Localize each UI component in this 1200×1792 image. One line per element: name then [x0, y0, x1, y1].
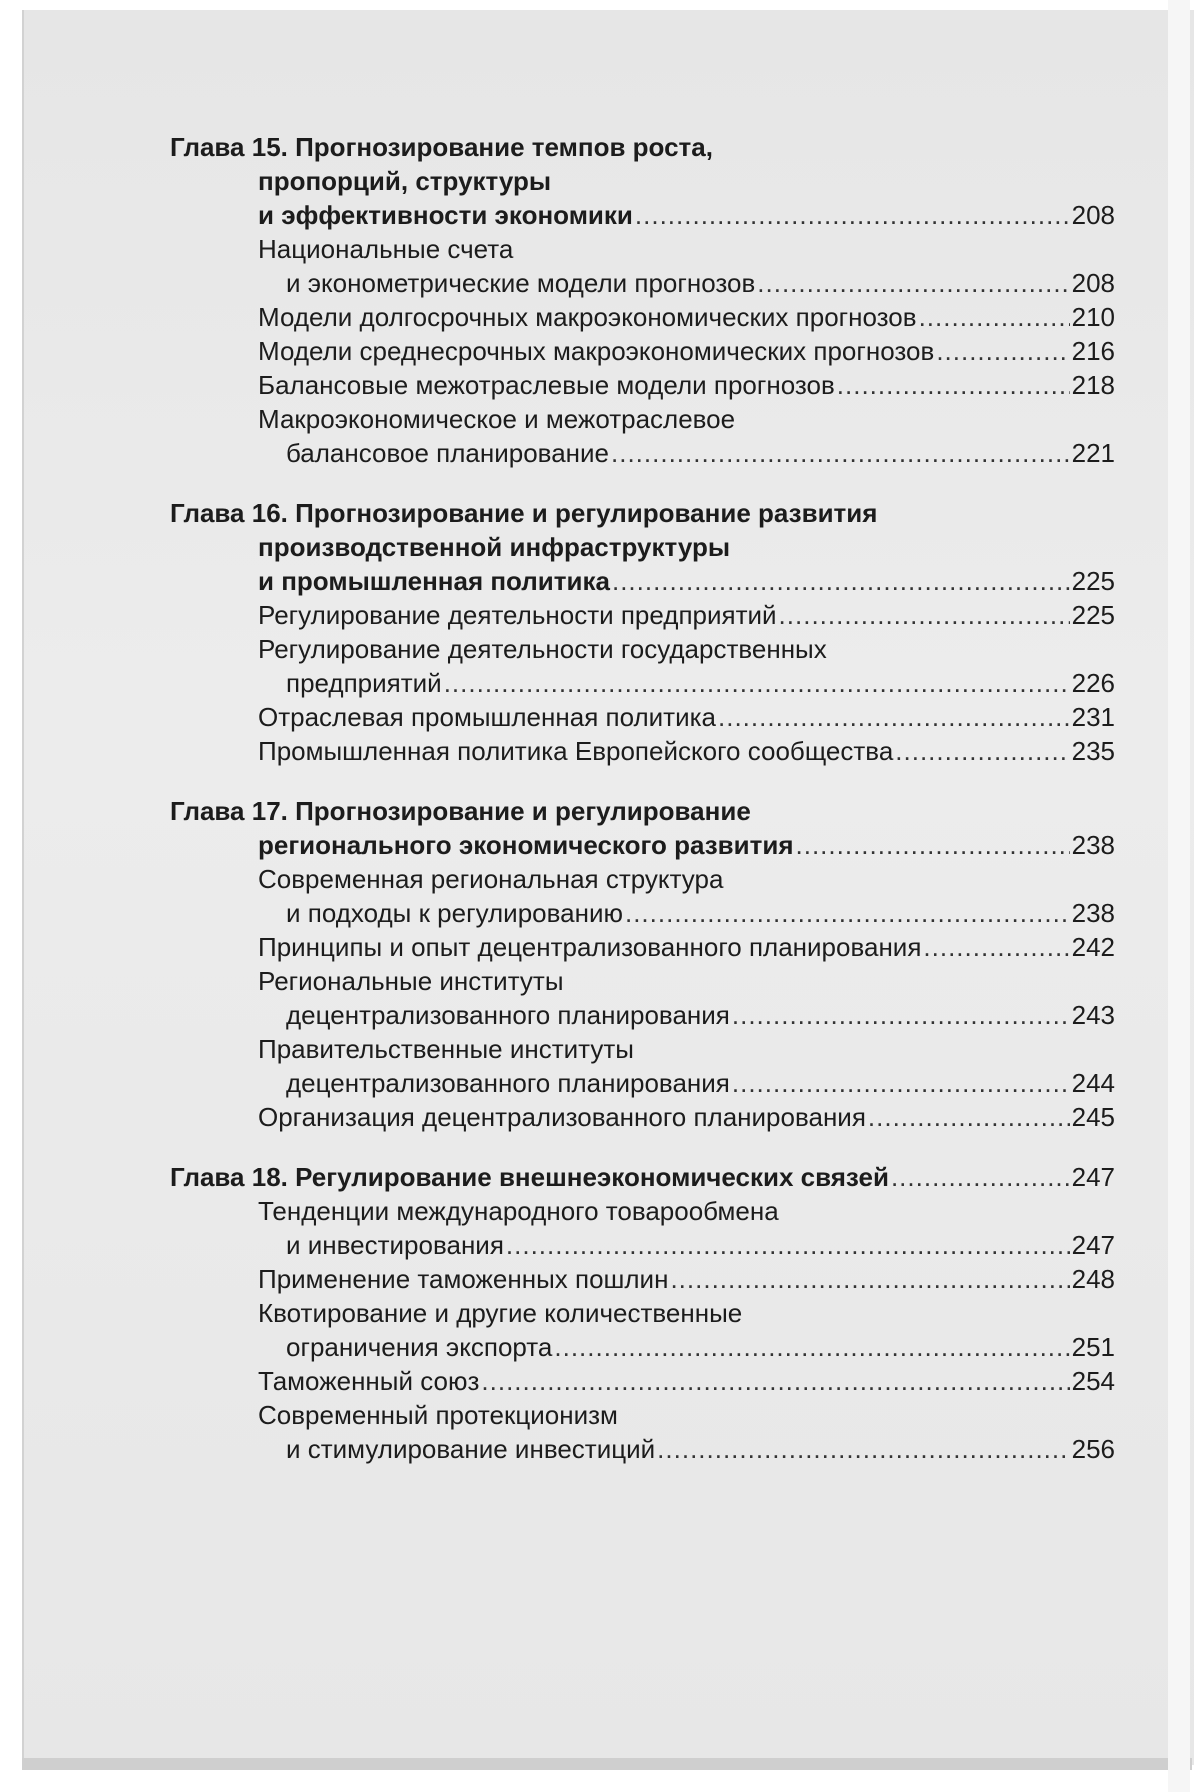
toc-entry-text: Макроэкономическое и межотраслевое: [258, 404, 736, 434]
toc-dot-leader: [779, 598, 1070, 632]
toc-dot-leader: [554, 1330, 1069, 1364]
toc-page-number: 210: [1071, 302, 1115, 332]
toc-entry-line: [170, 598, 1115, 632]
toc-page-number: 242: [1071, 932, 1115, 962]
toc-dot-leader: [670, 1262, 1069, 1296]
toc-dot-leader: [923, 930, 1069, 964]
toc-entry-text: и инвестирования: [286, 1230, 504, 1260]
toc-chapter: [170, 794, 1115, 1134]
toc-entry-text: и эффективности экономики: [258, 200, 633, 230]
toc-page-number: 208: [1071, 268, 1115, 298]
toc-entry-text: Правительственные институты: [258, 1034, 634, 1064]
toc-entry-text: регионального экономического развития: [258, 830, 794, 860]
table-of-contents: [170, 130, 1115, 1492]
toc-chapter: [170, 496, 1115, 768]
toc-page-number: 247: [1071, 1230, 1115, 1260]
toc-entry-text: и подходы к регулированию: [286, 898, 623, 928]
toc-page-number: 243: [1071, 1000, 1115, 1030]
toc-entry-line: [170, 1432, 1115, 1466]
toc-dot-leader: [718, 700, 1070, 734]
toc-page-number: 235: [1071, 736, 1115, 766]
toc-page-number: 248: [1071, 1264, 1115, 1294]
toc-chapter-heading-line: [170, 564, 1115, 598]
toc-page-number: 238: [1071, 898, 1115, 928]
toc-page-number: 244: [1071, 1068, 1115, 1098]
toc-entry-line: [170, 1100, 1115, 1134]
toc-entry-line: [170, 734, 1115, 768]
toc-entry-text: децентрализованного планирования: [286, 1068, 730, 1098]
toc-entry-text: Модели среднесрочных макроэкономических прогнозов: [258, 336, 935, 366]
toc-page-number: 254: [1071, 1366, 1115, 1396]
toc-entry-text: предприятий: [286, 668, 442, 698]
toc-entry-line: [170, 998, 1115, 1032]
toc-entry-line: [170, 964, 1115, 998]
toc-page-number: 225: [1071, 566, 1115, 596]
toc-dot-leader: [625, 896, 1070, 930]
toc-entry-text: Региональные институты: [258, 966, 564, 996]
toc-entry-text: Балансовые межотраслевые модели прогнозов: [258, 370, 835, 400]
toc-entry-text: балансовое планирование: [286, 438, 609, 468]
toc-entry-line: [170, 266, 1115, 300]
toc-dot-leader: [732, 998, 1070, 1032]
toc-entry-line: [170, 1032, 1115, 1066]
toc-dot-leader: [732, 1066, 1070, 1100]
toc-chapter-heading-line: [170, 164, 1115, 198]
toc-chapter-heading-line: [170, 198, 1115, 232]
toc-dot-leader: [868, 1100, 1070, 1134]
toc-page-number: 208: [1071, 200, 1115, 230]
toc-page-number: 251: [1071, 1332, 1115, 1362]
toc-page-number: 216: [1071, 336, 1115, 366]
toc-entry-text: Современный протекционизм: [258, 1400, 618, 1430]
toc-entry-line: [170, 632, 1115, 666]
toc-entry-text: Таможенный союз: [258, 1366, 480, 1396]
toc-entry-line: [170, 436, 1115, 470]
toc-page-number: 256: [1071, 1434, 1115, 1464]
toc-entry-line: [170, 300, 1115, 334]
toc-entry-text: Применение таможенных пошлин: [258, 1264, 669, 1294]
toc-dot-leader: [796, 828, 1070, 862]
toc-entry-line: [170, 1296, 1115, 1330]
toc-entry-line: [170, 1194, 1115, 1228]
toc-page-number: 231: [1071, 702, 1115, 732]
toc-entry-line: [170, 896, 1115, 930]
toc-dot-leader: [936, 334, 1069, 368]
toc-entry-text: Организация децентрализованного планирования: [258, 1102, 866, 1132]
toc-entry-text: децентрализованного планирования: [286, 1000, 730, 1030]
toc-chapter-heading-line: [170, 130, 1115, 164]
toc-chapter-heading-line: [170, 496, 1115, 530]
toc-page-number: 238: [1071, 830, 1115, 860]
toc-entry-line: [170, 1066, 1115, 1100]
toc-page-number: 226: [1071, 668, 1115, 698]
toc-chapter-heading-line: [170, 794, 1115, 828]
toc-page-number: 225: [1071, 600, 1115, 630]
toc-entry-line: [170, 1398, 1115, 1432]
toc-entry-line: [170, 666, 1115, 700]
toc-entry-line: [170, 232, 1115, 266]
sheet-right-edge: [1168, 0, 1190, 1792]
toc-entry-text: Глава 15. Прогнозирование темпов роста,: [170, 132, 713, 162]
toc-page-number: 247: [1071, 1162, 1115, 1192]
toc-chapter: [170, 1160, 1115, 1466]
toc-entry-text: Принципы и опыт децентрализованного планирования: [258, 932, 922, 962]
toc-dot-leader: [919, 300, 1070, 334]
toc-entry-line: [170, 402, 1115, 436]
toc-dot-leader: [895, 734, 1069, 768]
toc-dot-leader: [757, 266, 1069, 300]
toc-entry-text: Глава 16. Прогнозирование и регулирование развития: [170, 498, 878, 528]
toc-dot-leader: [837, 368, 1070, 402]
toc-entry-line: [170, 368, 1115, 402]
toc-dot-leader: [444, 666, 1070, 700]
toc-dot-leader: [481, 1364, 1069, 1398]
toc-entry-text: и промышленная политика: [258, 566, 610, 596]
toc-entry-text: производственной инфраструктуры: [258, 532, 731, 562]
toc-dot-leader: [611, 436, 1070, 470]
toc-entry-text: Отраслевая промышленная политика: [258, 702, 716, 732]
toc-entry-text: пропорций, структуры: [258, 166, 552, 196]
toc-dot-leader: [612, 564, 1070, 598]
toc-entry-text: и стимулирование инвестиций: [286, 1434, 656, 1464]
toc-entry-text: Модели долгосрочных макроэкономических прогнозов: [258, 302, 917, 332]
toc-entry-text: Квотирование и другие количественные: [258, 1298, 743, 1328]
toc-chapter-heading-line: [170, 1160, 1115, 1194]
toc-entry-text: Промышленная политика Европейского сообщества: [258, 736, 894, 766]
toc-entry-line: [170, 862, 1115, 896]
toc-entry-line: [170, 1228, 1115, 1262]
toc-entry-text: Глава 18. Регулирование внешнеэкономических связей: [170, 1162, 889, 1192]
toc-entry-line: [170, 1364, 1115, 1398]
toc-dot-leader: [635, 198, 1070, 232]
toc-dot-leader: [506, 1228, 1070, 1262]
toc-dot-leader: [657, 1432, 1069, 1466]
toc-page-number: 218: [1071, 370, 1115, 400]
sheet-bottom-shadow: [22, 1758, 1192, 1770]
toc-entry-line: [170, 1262, 1115, 1296]
toc-chapter-heading-line: [170, 828, 1115, 862]
toc-entry-text: Глава 17. Прогнозирование и регулирование: [170, 796, 751, 826]
toc-chapter-heading-line: [170, 530, 1115, 564]
toc-entry-text: Национальные счета: [258, 234, 514, 264]
toc-entry-text: Регулирование деятельности предприятий: [258, 600, 777, 630]
toc-chapter: [170, 130, 1115, 470]
toc-entry-text: Регулирование деятельности государственных: [258, 634, 827, 664]
toc-dot-leader: [891, 1160, 1070, 1194]
toc-entry-text: и эконометрические модели прогнозов: [286, 268, 756, 298]
toc-entry-line: [170, 334, 1115, 368]
toc-page-number: 245: [1071, 1102, 1115, 1132]
toc-entry-text: ограничения экспорта: [286, 1332, 553, 1362]
toc-entry-line: [170, 930, 1115, 964]
toc-entry-text: Современная региональная структура: [258, 864, 724, 894]
toc-entry-line: [170, 1330, 1115, 1364]
toc-entry-line: [170, 700, 1115, 734]
toc-entry-text: Тенденции международного товарообмена: [258, 1196, 779, 1226]
toc-page-number: 221: [1071, 438, 1115, 468]
